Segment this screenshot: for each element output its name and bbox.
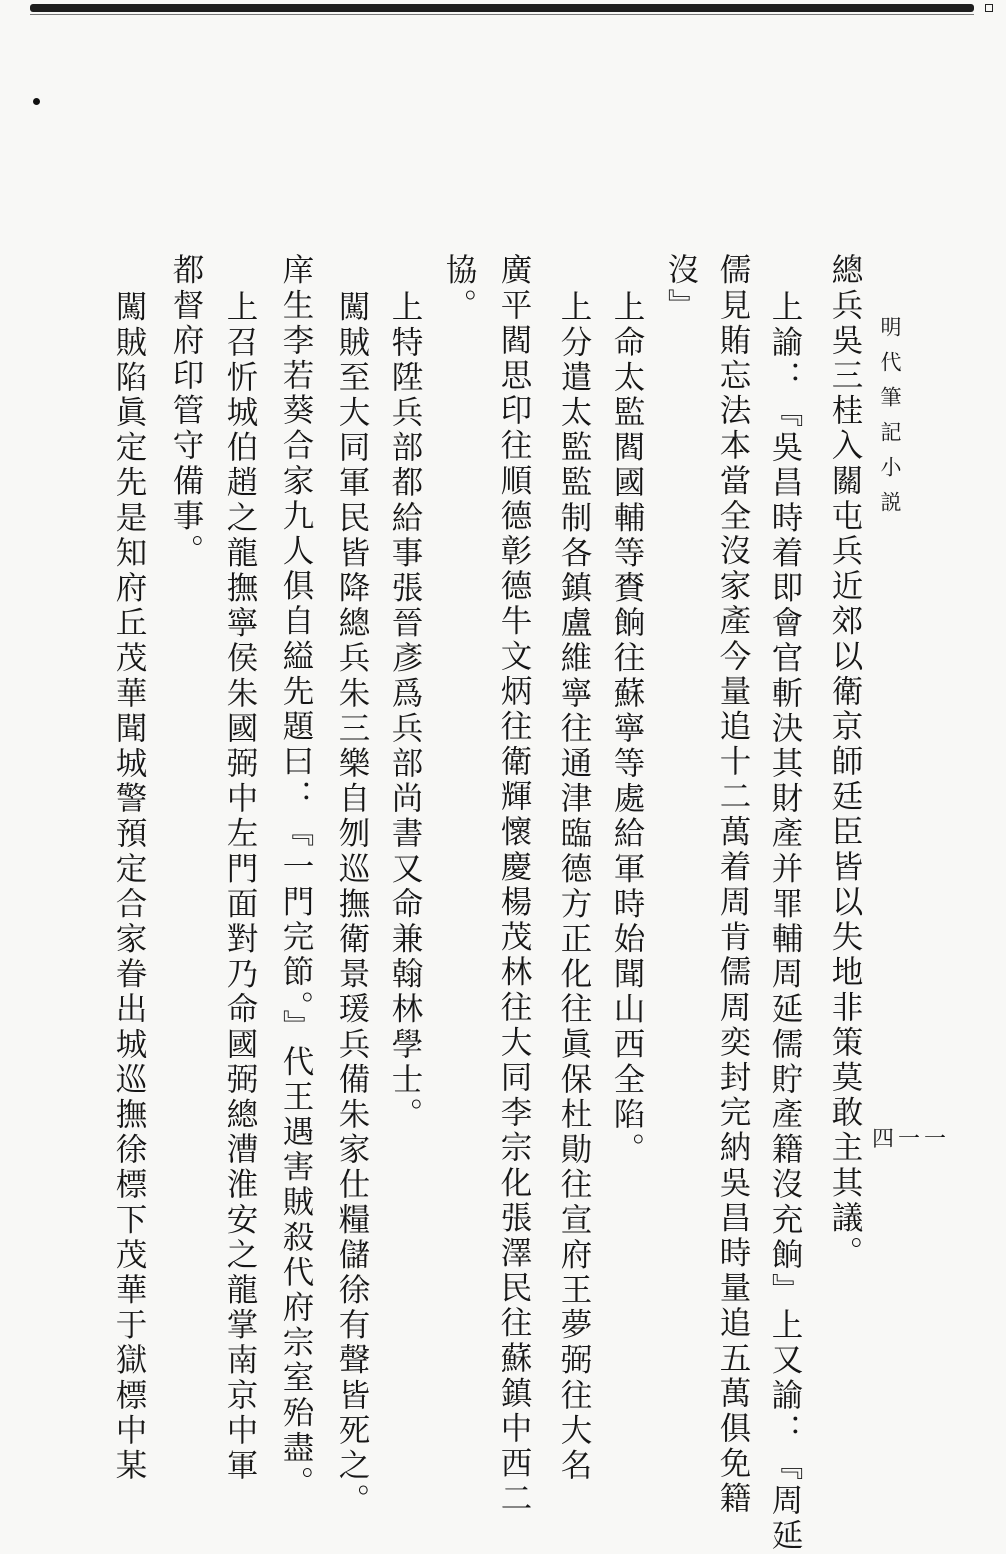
text-column-9: 上特陞兵部都給事張晉彥爲兵部尚書又命兼翰林學士。	[387, 290, 423, 1133]
text-column-5: 上命太監閻國輔等賚餉往蘇寧等處給軍時始聞山西全陷。	[609, 290, 645, 1168]
text-column-3: 儒見賄忘法本當全沒家產今量追十二萬着周肯儒周奕封完納吳昌時量追五萬俱免籍	[715, 253, 751, 1517]
text-column-8: 協。	[441, 253, 477, 324]
text-column-13: 都督府印管守備事。	[168, 253, 204, 569]
text-column-11: 庠生李若葵合家九人俱自縊先題曰：『一門完節。』代王遇害賊殺代府宗室殆盡。	[278, 253, 314, 1501]
text-column-1: 總兵吳三桂入關屯兵近郊以衛京師廷臣皆以失地非策莫敢主其議。	[827, 253, 863, 1271]
top-border-rule	[30, 4, 974, 12]
text-column-6: 上分遣太監監制各鎮盧維寧往通津臨德方正化往眞保杜勛往宣府王夢弼往大名	[556, 290, 592, 1484]
text-column-7: 廣平閻思印往順德彰德牛文炳往衛輝懷慶楊茂林往大同李宗化張澤民往蘇鎮中西二	[496, 253, 532, 1517]
text-column-2: 上諭：『吳昌時着即會官斬決其財產并罪輔周延儒貯產籍沒充餉』上又諭：『周延	[767, 290, 803, 1554]
ink-dot	[33, 98, 40, 105]
text-column-4: 沒』	[663, 253, 699, 324]
page-number: 四一一	[872, 1127, 951, 1152]
book-title: 明代筆記小説	[878, 316, 902, 526]
text-column-14: 闖賊陷眞定先是知府丘茂華聞城警預定合家眷出城巡撫徐標下茂華于獄標中某	[111, 290, 147, 1484]
text-column-12: 上召忻城伯趙之龍撫寧侯朱國弼中左門面對乃命國弼總漕淮安之龍掌南京中軍	[222, 290, 258, 1484]
text-column-10: 闖賊至大同軍民皆降總兵朱三樂自刎巡撫衛景瑗兵備朱家仕糧儲徐有聲皆死之。	[334, 290, 370, 1519]
corner-mark	[985, 4, 993, 12]
top-border-thin-rule	[30, 14, 974, 15]
